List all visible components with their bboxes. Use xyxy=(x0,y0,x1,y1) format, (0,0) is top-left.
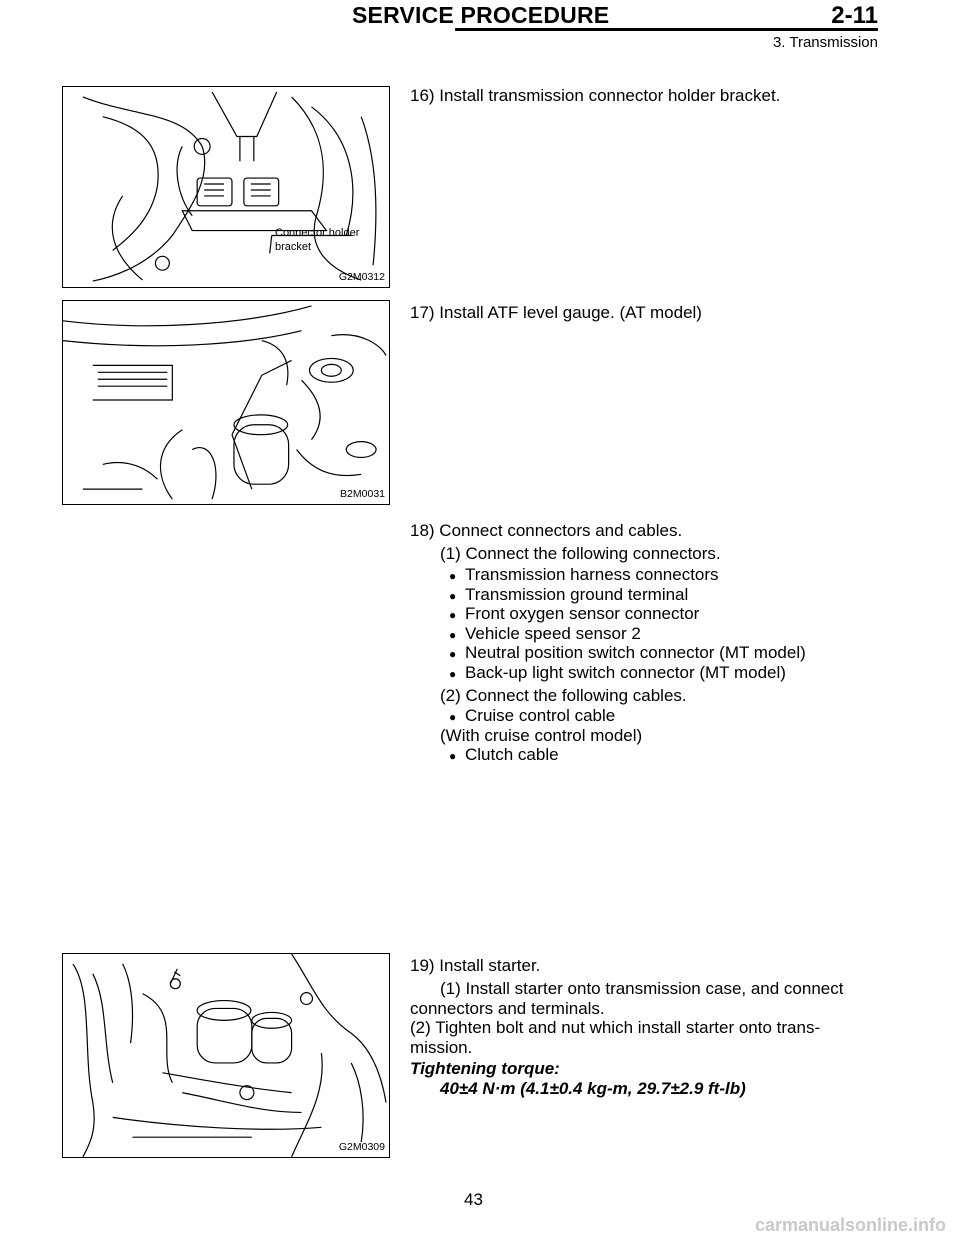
header-rule xyxy=(455,28,878,31)
header-section-title: SERVICE PROCEDURE xyxy=(352,2,610,28)
bullet-item: ● Neutral position switch connector (MT model) xyxy=(465,643,806,663)
bullet-item: ● Cruise control cable xyxy=(465,706,615,726)
bullet-item: ● Clutch cable xyxy=(465,745,559,765)
fig1-label-line2: bracket xyxy=(275,241,312,253)
bullet-item: ● Vehicle speed sensor 2 xyxy=(465,624,641,644)
bullet-item: ● Back-up light switch connector (MT model) xyxy=(465,663,786,683)
header-section-number: 2-11 xyxy=(831,2,878,29)
step-19: 19) Install starter. xyxy=(410,956,541,975)
torque-label: Tightening torque: xyxy=(410,1059,560,1078)
bullet-item: ● Transmission ground terminal xyxy=(465,585,688,605)
step-19-1-line1: (1) Install starter onto transmission case, and connect xyxy=(440,979,844,998)
step-18-1: (1) Connect the following connectors. xyxy=(440,544,721,563)
fig1-label-line1: Connector holder xyxy=(275,227,360,239)
step-17: 17) Install ATF level gauge. (AT model) xyxy=(410,303,702,322)
step-19-1-line2: connectors and terminals. xyxy=(410,999,605,1018)
fig1-code: G2M0312 xyxy=(338,271,385,283)
fig2-code: B2M0031 xyxy=(340,488,385,500)
step-18-2: (2) Connect the following cables. xyxy=(440,686,687,705)
bullet-note: (With cruise control model) xyxy=(440,726,643,745)
starter-illustration xyxy=(63,954,389,1157)
watermark: carmanualsonline.info xyxy=(754,1215,946,1235)
step-19-2-line1: (2) Tighten bolt and nut which install starter onto trans- xyxy=(410,1018,821,1037)
bullet-item: ● Front oxygen sensor connector xyxy=(465,604,699,624)
atf-gauge-illustration xyxy=(63,301,389,504)
step-19-2-line2: mission. xyxy=(410,1038,473,1057)
bullet-item: ● Transmission harness connectors xyxy=(465,565,719,585)
figure-atf-level-gauge xyxy=(62,300,390,505)
connector-bracket-illustration xyxy=(63,87,389,287)
step-18: 18) Connect connectors and cables. xyxy=(410,521,683,540)
step-16: 16) Install transmission connector holder bracket. xyxy=(410,86,781,105)
figure-connector-holder-bracket xyxy=(62,86,390,288)
header-subtitle: 3. Transmission xyxy=(772,34,878,51)
page-number: 43 xyxy=(464,1190,483,1209)
figure-starter xyxy=(62,953,390,1158)
torque-value: 40±4 N·m (4.1±0.4 kg-m, 29.7±2.9 ft-lb) xyxy=(440,1079,746,1098)
fig3-code: G2M0309 xyxy=(338,1141,385,1153)
